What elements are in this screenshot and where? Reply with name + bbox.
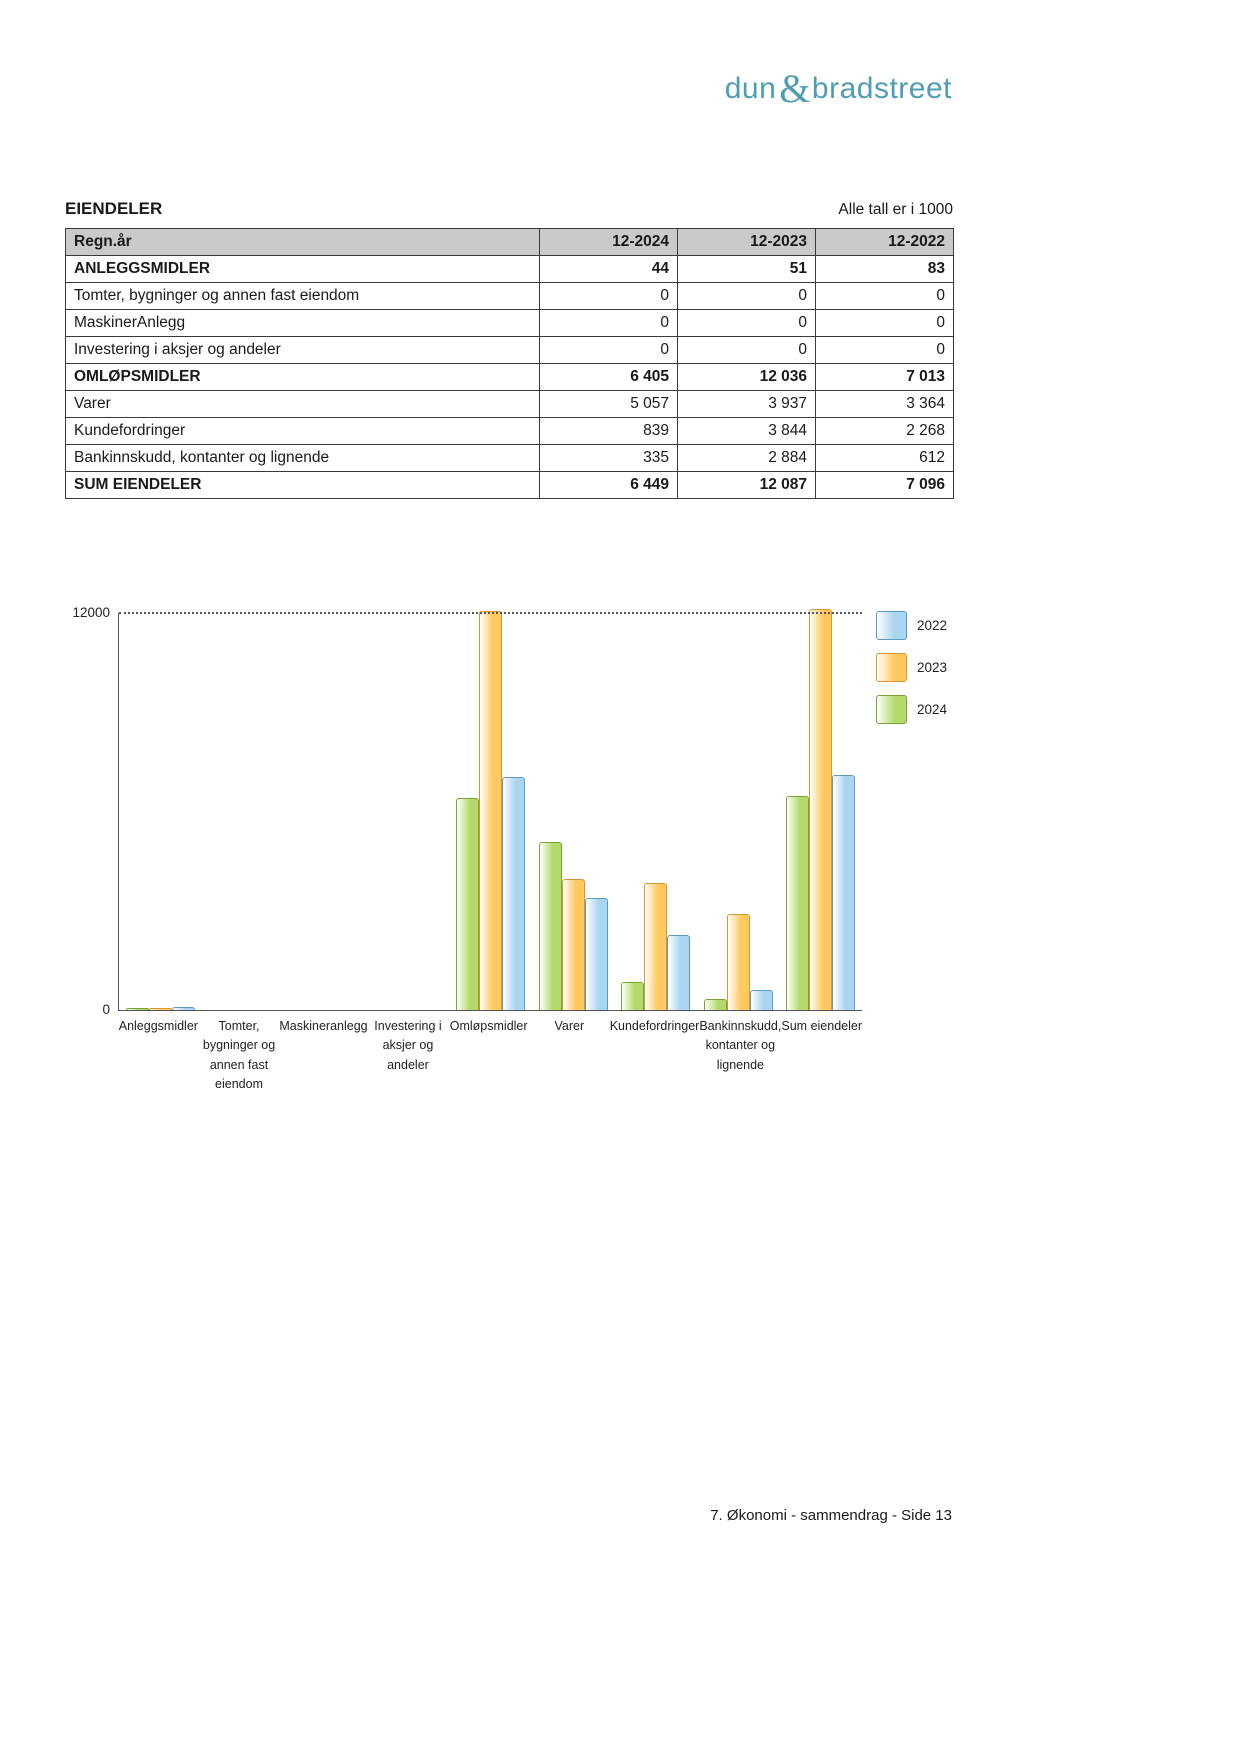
category-label: Kundefordringer xyxy=(609,1019,700,1033)
legend-item-2022 xyxy=(876,611,947,640)
row-value: 0 xyxy=(816,337,954,364)
row-value: 2 884 xyxy=(678,445,816,472)
row-value: 0 xyxy=(678,337,816,364)
table-row xyxy=(66,283,954,310)
legend-swatch xyxy=(876,695,907,724)
legend-label: 2023 xyxy=(917,660,948,675)
row-label: Bankinnskudd, kontanter og lignende xyxy=(66,445,540,472)
row-value: 12 087 xyxy=(678,472,816,499)
row-value: 0 xyxy=(816,283,954,310)
logo-word-dun: dun xyxy=(724,72,777,105)
bar-2024 xyxy=(456,798,479,1010)
row-value: 0 xyxy=(816,310,954,337)
chart-group xyxy=(449,613,532,1010)
row-label: Tomter, bygninger og annen fast eiendom xyxy=(66,283,540,310)
row-value: 0 xyxy=(678,283,816,310)
bar-chart xyxy=(118,613,862,1011)
row-label: ANLEGGSMIDLER xyxy=(66,256,540,283)
table-row xyxy=(66,445,954,472)
bar-2022 xyxy=(502,777,525,1010)
column-header-12-2022: 12-2022 xyxy=(816,229,954,256)
legend-swatch xyxy=(876,611,907,640)
bar-2022 xyxy=(667,935,690,1010)
chart-group xyxy=(780,613,863,1010)
row-label: Investering i aksjer og andeler xyxy=(66,337,540,364)
chart-plot xyxy=(119,613,862,1010)
gridline-12000 xyxy=(119,612,862,614)
row-value: 7 096 xyxy=(816,472,954,499)
logo-word-bradstreet: bradstreet xyxy=(811,72,952,105)
bar-2022 xyxy=(585,898,608,1010)
chart-legend xyxy=(876,611,947,724)
row-value: 5 057 xyxy=(540,391,678,418)
bar-2023 xyxy=(809,609,832,1010)
row-value: 6 449 xyxy=(540,472,678,499)
table-row xyxy=(66,418,954,445)
row-label: MaskinerAnlegg xyxy=(66,310,540,337)
dnb-logo xyxy=(724,66,952,111)
table-row xyxy=(66,472,954,499)
table-row xyxy=(66,256,954,283)
row-value: 2 268 xyxy=(816,418,954,445)
section-title: EIENDELER xyxy=(65,199,163,218)
row-value: 0 xyxy=(678,310,816,337)
column-header-12-2024: 12-2024 xyxy=(540,229,678,256)
row-value: 3 844 xyxy=(678,418,816,445)
row-value: 83 xyxy=(816,256,954,283)
legend-label: 2022 xyxy=(917,618,948,633)
row-value: 51 xyxy=(678,256,816,283)
column-header-12-2023: 12-2023 xyxy=(678,229,816,256)
bar-2022 xyxy=(832,775,855,1010)
table-header-row xyxy=(66,229,954,256)
page-footer: 7. Økonomi - sammendrag - Side 13 xyxy=(710,1507,952,1524)
bar-2022 xyxy=(750,990,773,1010)
table-body xyxy=(66,256,954,499)
chart-group xyxy=(614,613,697,1010)
assets-table xyxy=(65,228,954,499)
category-label: Omløpsmidler xyxy=(449,1019,528,1033)
bar-2024 xyxy=(704,999,727,1010)
row-value: 612 xyxy=(816,445,954,472)
y-axis-tick-0: 0 xyxy=(102,1002,110,1017)
section-title-row xyxy=(65,199,953,219)
chart-category-labels xyxy=(118,1017,862,1095)
row-value: 335 xyxy=(540,445,678,472)
chart-group xyxy=(532,613,615,1010)
row-value: 3 937 xyxy=(678,391,816,418)
category-label: Varer xyxy=(554,1019,585,1033)
row-value: 12 036 xyxy=(678,364,816,391)
category-label: Anleggsmidler xyxy=(118,1019,198,1033)
legend-item-2024 xyxy=(876,695,947,724)
bar-2024 xyxy=(539,842,562,1010)
table-row xyxy=(66,337,954,364)
chart-group xyxy=(202,613,285,1010)
legend-item-2023 xyxy=(876,653,947,682)
legend-swatch xyxy=(876,653,907,682)
row-value: 0 xyxy=(540,283,678,310)
row-value: 0 xyxy=(540,337,678,364)
category-label: Maskineranlegg xyxy=(279,1019,368,1033)
row-value: 0 xyxy=(540,310,678,337)
bar-2022 xyxy=(172,1007,195,1010)
row-value: 44 xyxy=(540,256,678,283)
bar-2023 xyxy=(562,879,585,1010)
row-label: Varer xyxy=(66,391,540,418)
row-value: 7 013 xyxy=(816,364,954,391)
units-note: Alle tall er i 1000 xyxy=(838,201,953,218)
category-label: Investering i aksjer og andeler xyxy=(374,1019,442,1072)
bar-2024 xyxy=(786,796,809,1010)
bar-2023 xyxy=(727,914,750,1010)
chart-group xyxy=(119,613,202,1010)
y-axis-tick-12000: 12000 xyxy=(72,605,110,620)
row-label: OMLØPSMIDLER xyxy=(66,364,540,391)
row-label: SUM EIENDELER xyxy=(66,472,540,499)
row-value: 3 364 xyxy=(816,391,954,418)
bar-2024 xyxy=(126,1008,149,1010)
chart-group xyxy=(284,613,367,1010)
table-row xyxy=(66,310,954,337)
table-row xyxy=(66,391,954,418)
category-label: Sum eiendeler xyxy=(781,1019,862,1033)
table-row xyxy=(66,364,954,391)
row-label: Kundefordringer xyxy=(66,418,540,445)
chart-group xyxy=(367,613,450,1010)
chart-group xyxy=(697,613,780,1010)
column-header-regnar: Regn.år xyxy=(66,229,540,256)
row-value: 6 405 xyxy=(540,364,678,391)
bar-2023 xyxy=(149,1008,172,1010)
bar-2023 xyxy=(644,883,667,1010)
logo-ampersand-icon: & xyxy=(779,66,811,111)
bar-2024 xyxy=(621,982,644,1010)
category-label: Bankinnskudd, kontanter og lignende xyxy=(699,1019,782,1072)
legend-label: 2024 xyxy=(917,702,948,717)
row-value: 839 xyxy=(540,418,678,445)
bar-2023 xyxy=(479,611,502,1010)
category-label: Tomter, bygninger og annen fast eiendom xyxy=(202,1019,276,1092)
